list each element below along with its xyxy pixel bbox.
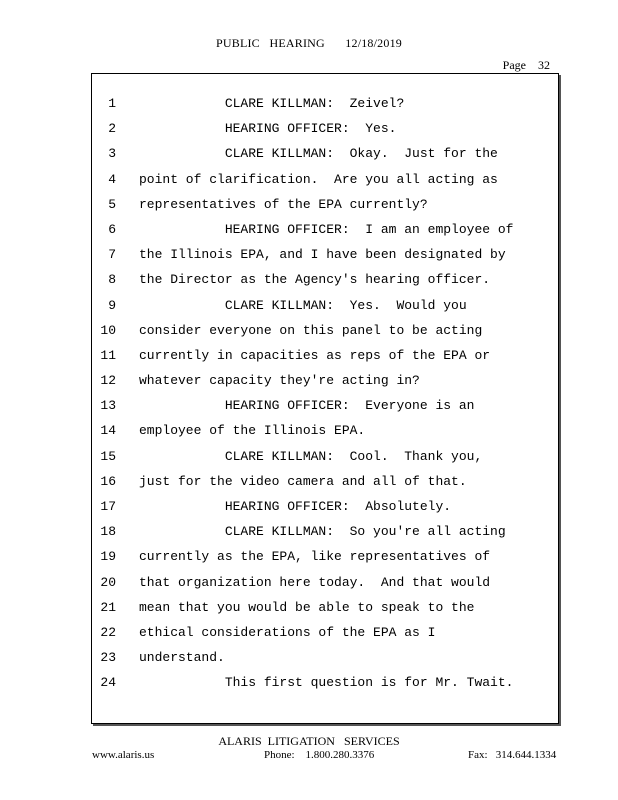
line-text: whatever capacity they're acting in? xyxy=(139,373,420,389)
line-number: 18 xyxy=(100,524,116,540)
line-number: 15 xyxy=(100,448,116,464)
transcript-line xyxy=(92,217,558,242)
page-indicator xyxy=(503,58,550,73)
line-text: point of clarification. Are you all acting as xyxy=(139,171,498,187)
transcript-line xyxy=(92,242,558,267)
line-number: 16 xyxy=(100,473,116,489)
line-text: employee of the Illinois EPA. xyxy=(139,423,366,439)
line-number: 8 xyxy=(108,272,116,288)
transcript-line xyxy=(92,544,558,569)
transcript-line xyxy=(92,368,558,393)
line-text: understand. xyxy=(139,650,225,666)
line-text: just for the video camera and all of that. xyxy=(139,473,467,489)
line-number: 22 xyxy=(100,624,116,640)
line-number: 3 xyxy=(108,146,116,162)
line-number: 20 xyxy=(100,574,116,590)
line-text: CLARE KILLMAN: Cool. Thank you, xyxy=(139,448,483,464)
page-label: Page xyxy=(502,58,526,72)
line-number: 11 xyxy=(100,347,116,363)
document-header xyxy=(0,36,618,51)
transcript-line xyxy=(92,167,558,192)
line-text: currently as the EPA, like representatives of xyxy=(139,549,491,565)
transcript-line xyxy=(92,192,558,217)
line-text: currently in capacities as reps of the EPA or xyxy=(139,347,491,363)
transcript-line xyxy=(92,570,558,595)
line-number: 17 xyxy=(100,499,116,514)
transcript-line xyxy=(92,595,558,620)
transcript-frame xyxy=(91,73,559,724)
transcript-line xyxy=(92,141,558,166)
transcript-line xyxy=(92,267,558,292)
footer-fax: Fax: 314.644.1334 xyxy=(468,749,557,761)
line-number: 24 xyxy=(100,675,116,691)
transcript-line xyxy=(92,620,558,645)
transcript-line xyxy=(92,91,558,116)
transcript-line xyxy=(92,293,558,318)
line-text: CLARE KILLMAN: So you're all acting xyxy=(139,524,506,540)
line-number: 5 xyxy=(108,196,116,212)
line-number: 19 xyxy=(100,549,116,565)
transcript-line xyxy=(92,418,558,443)
line-number: 7 xyxy=(108,247,116,263)
hearing-title: PUBLIC HEARING xyxy=(216,36,325,50)
line-text: This first question is for Mr. Twait. xyxy=(139,675,514,691)
line-text: CLARE KILLMAN: Zeivel? xyxy=(139,96,405,111)
transcript-line xyxy=(92,519,558,544)
transcript-line xyxy=(92,444,558,469)
line-text: the Director as the Agency's hearing officer. xyxy=(139,272,491,288)
line-text: representatives of the EPA currently? xyxy=(139,196,428,212)
line-text: HEARING OFFICER: I am an employee of xyxy=(139,221,514,237)
line-number: 1 xyxy=(108,96,116,111)
transcript-line xyxy=(92,645,558,670)
footer-website[interactable]: www.alaris.us xyxy=(92,749,155,761)
footer-company: ALARIS LITIGATION SERVICES xyxy=(218,734,400,748)
line-number: 2 xyxy=(108,121,116,137)
line-number: 9 xyxy=(108,297,116,313)
transcript-line xyxy=(92,469,558,494)
line-text: that organization here today. And that would xyxy=(139,574,491,590)
transcript-line xyxy=(92,393,558,418)
transcript-line xyxy=(92,318,558,343)
line-text: HEARING OFFICER: Absolutely. xyxy=(139,499,452,514)
line-number: 23 xyxy=(100,650,116,666)
transcript-line xyxy=(92,494,558,519)
line-text: mean that you would be able to speak to the xyxy=(139,599,475,615)
line-text: CLARE KILLMAN: Okay. Just for the xyxy=(139,146,498,162)
line-number: 10 xyxy=(100,322,116,338)
page-number: 32 xyxy=(538,58,550,72)
hearing-date: 12/18/2019 xyxy=(345,36,402,50)
line-text: the Illinois EPA, and I have been designated by xyxy=(139,247,506,263)
line-number: 14 xyxy=(100,423,116,439)
line-number: 12 xyxy=(100,373,116,389)
transcript-line xyxy=(92,670,558,695)
line-number: 13 xyxy=(100,398,116,414)
footer-phone: Phone: 1.800.280.3376 xyxy=(264,749,375,761)
transcript-line xyxy=(92,343,558,368)
line-text: HEARING OFFICER: Yes. xyxy=(139,121,397,137)
line-number: 21 xyxy=(100,599,116,615)
line-text: consider everyone on this panel to be acting xyxy=(139,322,483,338)
transcript-lines xyxy=(92,91,558,696)
line-text: CLARE KILLMAN: Yes. Would you xyxy=(139,297,467,313)
line-text: HEARING OFFICER: Everyone is an xyxy=(139,398,475,414)
line-text: ethical considerations of the EPA as I xyxy=(139,624,436,640)
transcript-line xyxy=(92,116,558,141)
line-number: 6 xyxy=(108,221,116,237)
line-number: 4 xyxy=(108,171,116,187)
